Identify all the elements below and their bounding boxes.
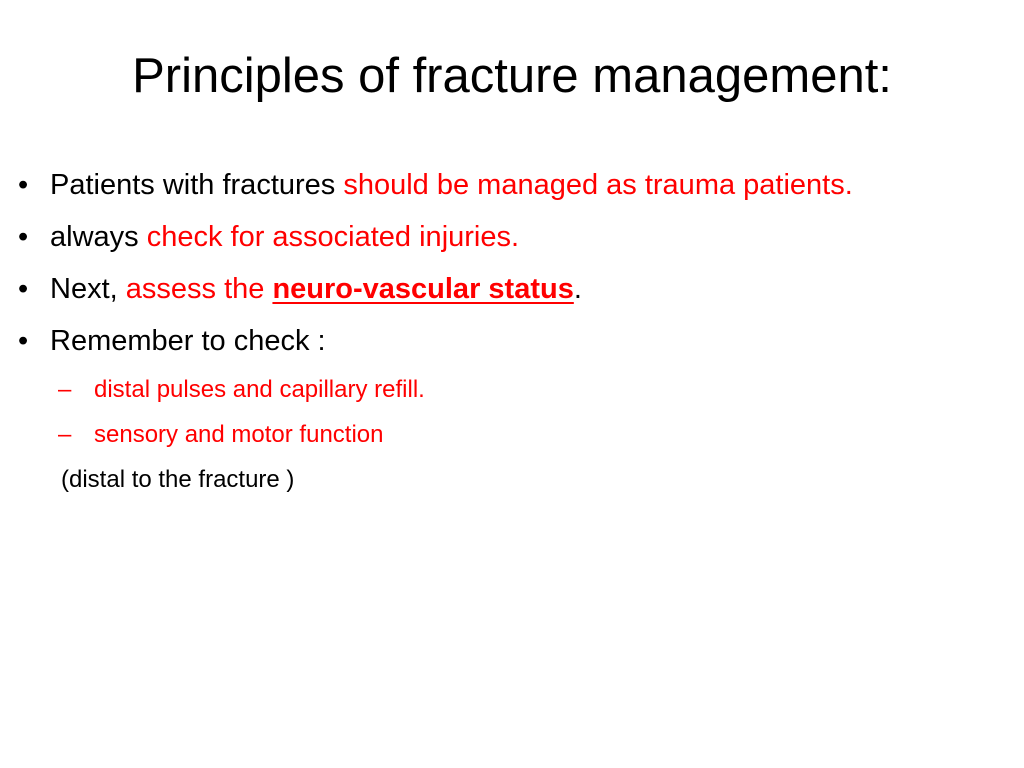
bullet-text: always — [50, 221, 147, 253]
sub-bullet-symbol: – — [58, 421, 72, 448]
bullet-text: Next, — [50, 273, 126, 305]
bullet-item — [18, 321, 948, 362]
sub-bullet-item — [18, 418, 948, 452]
bullet-item — [18, 269, 948, 310]
bullet-highlight: should be managed as trauma patients. — [343, 169, 853, 201]
sub-bullet-item — [18, 373, 948, 407]
bullet-text: Patients with fractures — [50, 169, 344, 201]
bullet-highlight: assess the — [125, 273, 273, 305]
note-text: (distal to the fracture ) — [61, 466, 295, 493]
bullet-symbol: • — [18, 325, 29, 357]
bullet-emphasis: neuro-vascular status — [272, 273, 574, 305]
bullet-text: Remember to check : — [50, 325, 326, 357]
bullet-symbol: • — [18, 169, 29, 201]
bullet-symbol: • — [18, 221, 29, 253]
sub-bullet-symbol: – — [58, 376, 72, 403]
bullet-item — [18, 165, 948, 206]
slide-title: Principles of fracture management: — [132, 49, 892, 103]
slide-body — [18, 165, 948, 497]
sub-bullet-text: distal pulses and capillary refill. — [94, 376, 425, 403]
bullet-symbol: • — [18, 273, 29, 305]
bullet-tail: . — [573, 273, 582, 305]
sub-bullet-text: sensory and motor function — [94, 421, 384, 448]
bullet-highlight: check for associated injuries. — [146, 221, 520, 253]
bullet-item — [18, 217, 948, 258]
